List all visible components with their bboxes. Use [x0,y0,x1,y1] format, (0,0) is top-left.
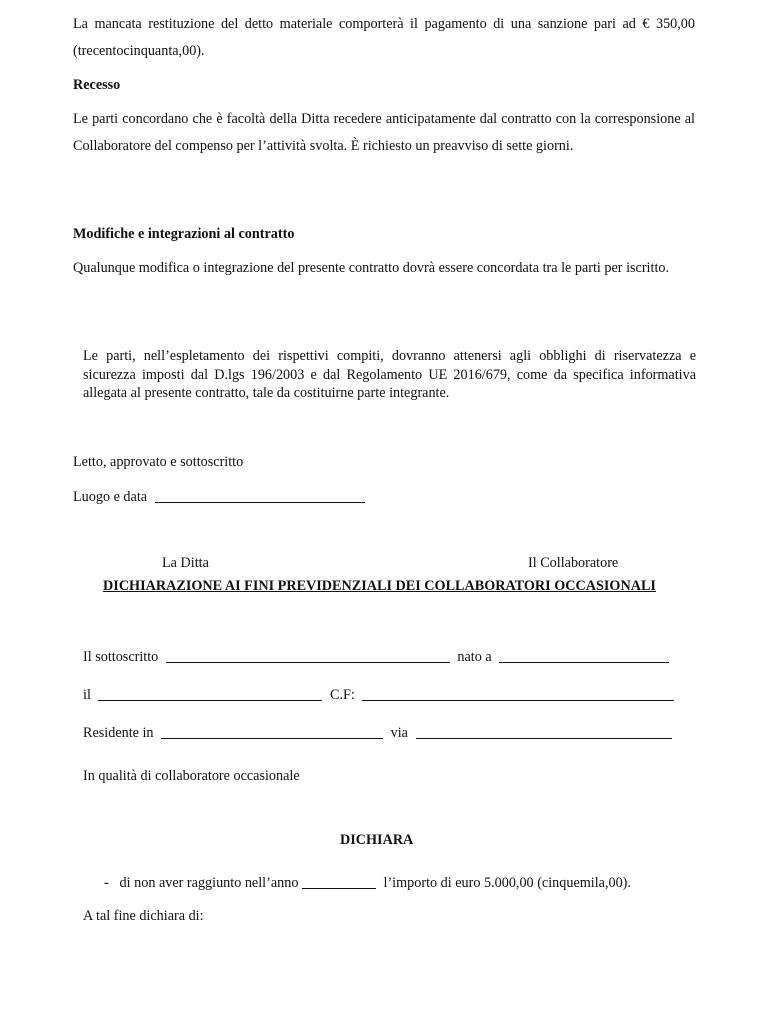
bullet-text-a: di non aver raggiunto nell’anno [119,875,299,891]
undersigned-name-field[interactable] [166,648,450,663]
collaborator-label: Il Collaboratore [528,555,619,571]
undersigned-row [83,646,669,667]
modifiche-paragraph: Qualunque modifica o integrazione del presente contratto dovrà essere concordata tra le parti per iscritto. [73,260,670,276]
declaration-title: DICHIARAZIONE AI FINI PREVIDENZIALI DEI COLLABORATORI OCCASIONALI [103,578,656,594]
closing-text: A tal fine dichiara di: [83,908,204,924]
undersigned-label: Il sottoscritto [83,649,159,665]
privacy-paragraph: Le parti, nell’espletamento dei rispettivi compiti, dovranno attenersi agli obblighi di riservatezza e sicurezza imposti dal D.lgs 196/2003 e dal Regolamento UE 2016/679, come da specifica informativa allegata al presente contratto, tale da costituirne parte integrante. [83,348,696,401]
bullet-dash: - [104,875,109,891]
place-date-label: Luogo e data [73,489,148,505]
modifiche-heading: Modifiche e integrazioni al contratto [73,226,295,242]
recesso-heading: Recesso [73,77,121,93]
year-field[interactable] [302,874,376,889]
penalty-paragraph: La mancata restituzione del detto materiale comporterà il pagamento di una sanzione pari ad € 350,00 (trecentocinquanta,00). [73,16,695,59]
birthdate-field[interactable] [98,686,322,701]
street-label: via [390,725,408,741]
residence-field[interactable] [161,724,383,739]
on-label: il [83,687,91,703]
place-date-row [73,486,365,507]
capacity-text: In qualità di collaboratore occasionale [83,768,300,784]
birthdate-cf-row [83,684,674,705]
approval-text: Letto, approvato e sottoscritto [73,454,244,470]
place-date-field[interactable] [155,488,365,503]
recesso-paragraph: Le parti concordano che è facoltà della Ditta recedere anticipatamente dal contratto con la corresponsione al Collaboratore del compenso per l’attività svolta. È richiesto un preavviso di sette giorni. [73,111,695,154]
residence-row [83,722,672,743]
declaration-bullet [104,872,631,893]
cf-label: C.F: [329,687,355,703]
birthplace-field[interactable] [499,648,669,663]
born-label: nato a [457,649,492,665]
bullet-text-b: l’importo di euro 5.000,00 (cinquemila,00). [383,875,631,891]
cf-field[interactable] [362,686,674,701]
dichiara-heading: DICHIARA [340,832,414,848]
street-field[interactable] [416,724,672,739]
resident-label: Residente in [83,725,154,741]
company-label: La Ditta [162,555,209,571]
